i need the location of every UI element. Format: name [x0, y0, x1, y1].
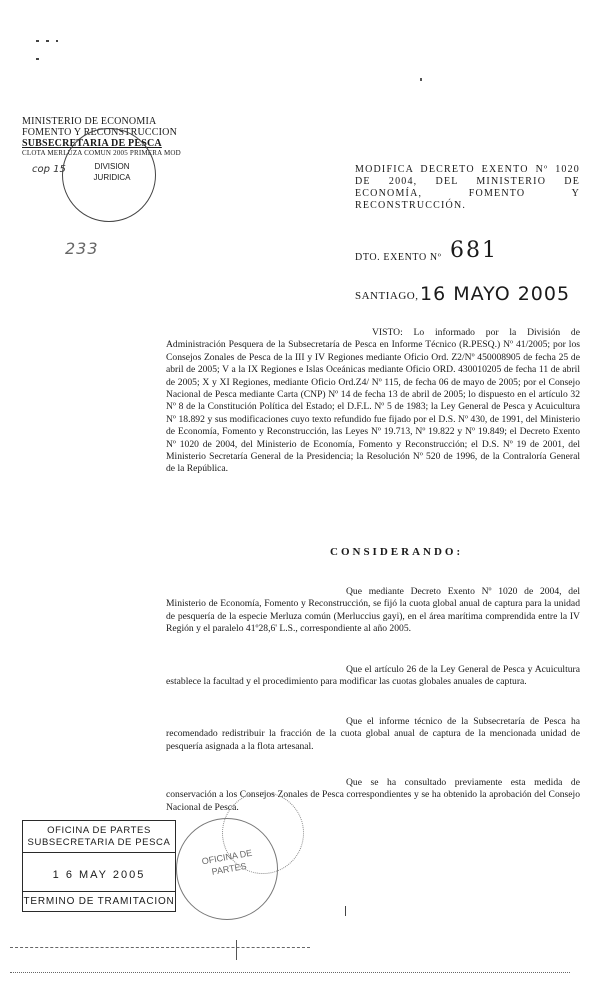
bottom-divider-2: [10, 972, 570, 973]
stamp-line-2: SUBSECRETARIA DE PESCA: [27, 837, 171, 848]
ministry-line-1: MINISTERIO DE ECONOMIA: [22, 116, 157, 127]
considerando-heading: CONSIDERANDO:: [330, 546, 464, 558]
seal-text: DIVISION JURIDICA: [93, 162, 131, 182]
handwritten-note: cop 15: [32, 164, 66, 175]
oficina-partes-stamp: [22, 820, 176, 912]
stamp-date: 1 6 MAY 2005: [23, 852, 175, 892]
scan-mark: [345, 906, 346, 916]
margin-number: 233: [65, 239, 99, 258]
ministry-line-4: CLOTA MERLUZA COMUN 2005 PRIMERA MOD: [22, 149, 181, 157]
decree-label: DTO. EXENTO Nº: [355, 252, 442, 263]
decree-place: SANTIAGO,: [355, 290, 419, 302]
division-juridica-seal: [62, 128, 156, 222]
visto-paragraph: VISTO: Lo informado por la División de Administración Pesquera de la Subsecretaría de Pesca en Informe Técnico (R.PESQ.) Nº 41/2005; por los Consejos Zonales de Pesca de la III y IV Regiones mediante Oficio Ord. Z2/Nº 450008905 de fecha 25 de abril de 2005; V a la IX Regiones e Islas Oceánicas mediante Oficio ORD. 430010205 de fecha 11 de abril de 2005; X y XI Regiones, mediante Oficio Ord.Z4/ Nº 115, de fecha 06 de mayo de 2005; por el Consejo Nacional de Pesca mediante Carta (CNP) Nº 14 de fecha 13 de abril de 2005; lo dispuesto en el artículo 32 Nº 8 de la Constitución Política del Estado; el D.F.L. Nº 5 de 1983; la Ley General de Pesca y Acuicultura Nº 18.892 y sus modificaciones cuyo texto refundido fue fijado por el D.S. Nº 430, de 1991, del Ministerio de Economía, Fomento y Reconstrucción, las Leyes Nº 19.713, Nº 19.822 y Nº 19.849; el Decreto Exento Nº 1020 de 2004, del Ministerio de Economía, Fomento y Reconstrucción; el D.S. Nº 19 de 2001, del Ministerio Secretaría General de la Presidencia; la Resolución Nº 520 de 1996, de la Contraloría General de la República.: [166, 327, 580, 475]
subsecretaria-seal-partial: [222, 792, 304, 874]
decree-number: 681: [450, 238, 498, 263]
ministry-line-2: FOMENTO Y RECONSTRUCCION: [22, 127, 178, 138]
stamp-line-1: OFICINA DE PARTES: [47, 825, 151, 836]
considerando-paragraph-3: Que el informe técnico de la Subsecretaría de Pesca ha recomendado redistribuir la fracción de la cuota global anual de captura de la mencionada unidad de pesquería asignada a la flota artesanal.: [166, 716, 580, 752]
decree-title: MODIFICA DECRETO EXENTO Nº 1020 DE 2004, DEL MINISTERIO DE ECONOMÍA, FOMENTO Y RECONSTRUCCIÓN.: [355, 164, 580, 211]
scan-speck: [420, 78, 422, 81]
round-seal-text: OFICINA DE PARTES: [200, 847, 253, 877]
ministry-line-3: SUBSECRETARIA DE PESCA: [22, 138, 162, 149]
considerando-paragraph-1: Que mediante Decreto Exento Nº 1020 de 2004, del Ministerio de Economía, Fomento y Reconstrucción, se fijó la cuota global anual de captura para la unidad de pesquería de la especie Merluza común (Merluccius gayi), en el área marítima comprendida entre la IV Región y el paralelo 41º28,6' L.S., correspondiente al año 2005.: [166, 586, 580, 635]
considerando-paragraph-2: Que el artículo 26 de la Ley General de Pesca y Acuicultura establece la facultad y el procedimiento para modificar las cuotas globales anuales de captura.: [166, 664, 580, 688]
scan-speck: [36, 58, 39, 60]
decree-date: 16 MAYO 2005: [420, 283, 571, 305]
vertical-tick: [236, 940, 237, 960]
stamp-line-3: TERMINO DE TRAMITACION: [23, 896, 175, 907]
considerando-paragraph-4: Que se ha consultado previamente esta medida de conservación a los Consejos Zonales de Pesca correspondientes y se ha obtenido la aprobación del Consejo Nacional de Pesca.: [166, 777, 580, 813]
bottom-divider: [10, 947, 310, 948]
scan-speck: [46, 40, 49, 42]
scan-speck: [36, 40, 39, 42]
scan-speck: [56, 40, 58, 42]
